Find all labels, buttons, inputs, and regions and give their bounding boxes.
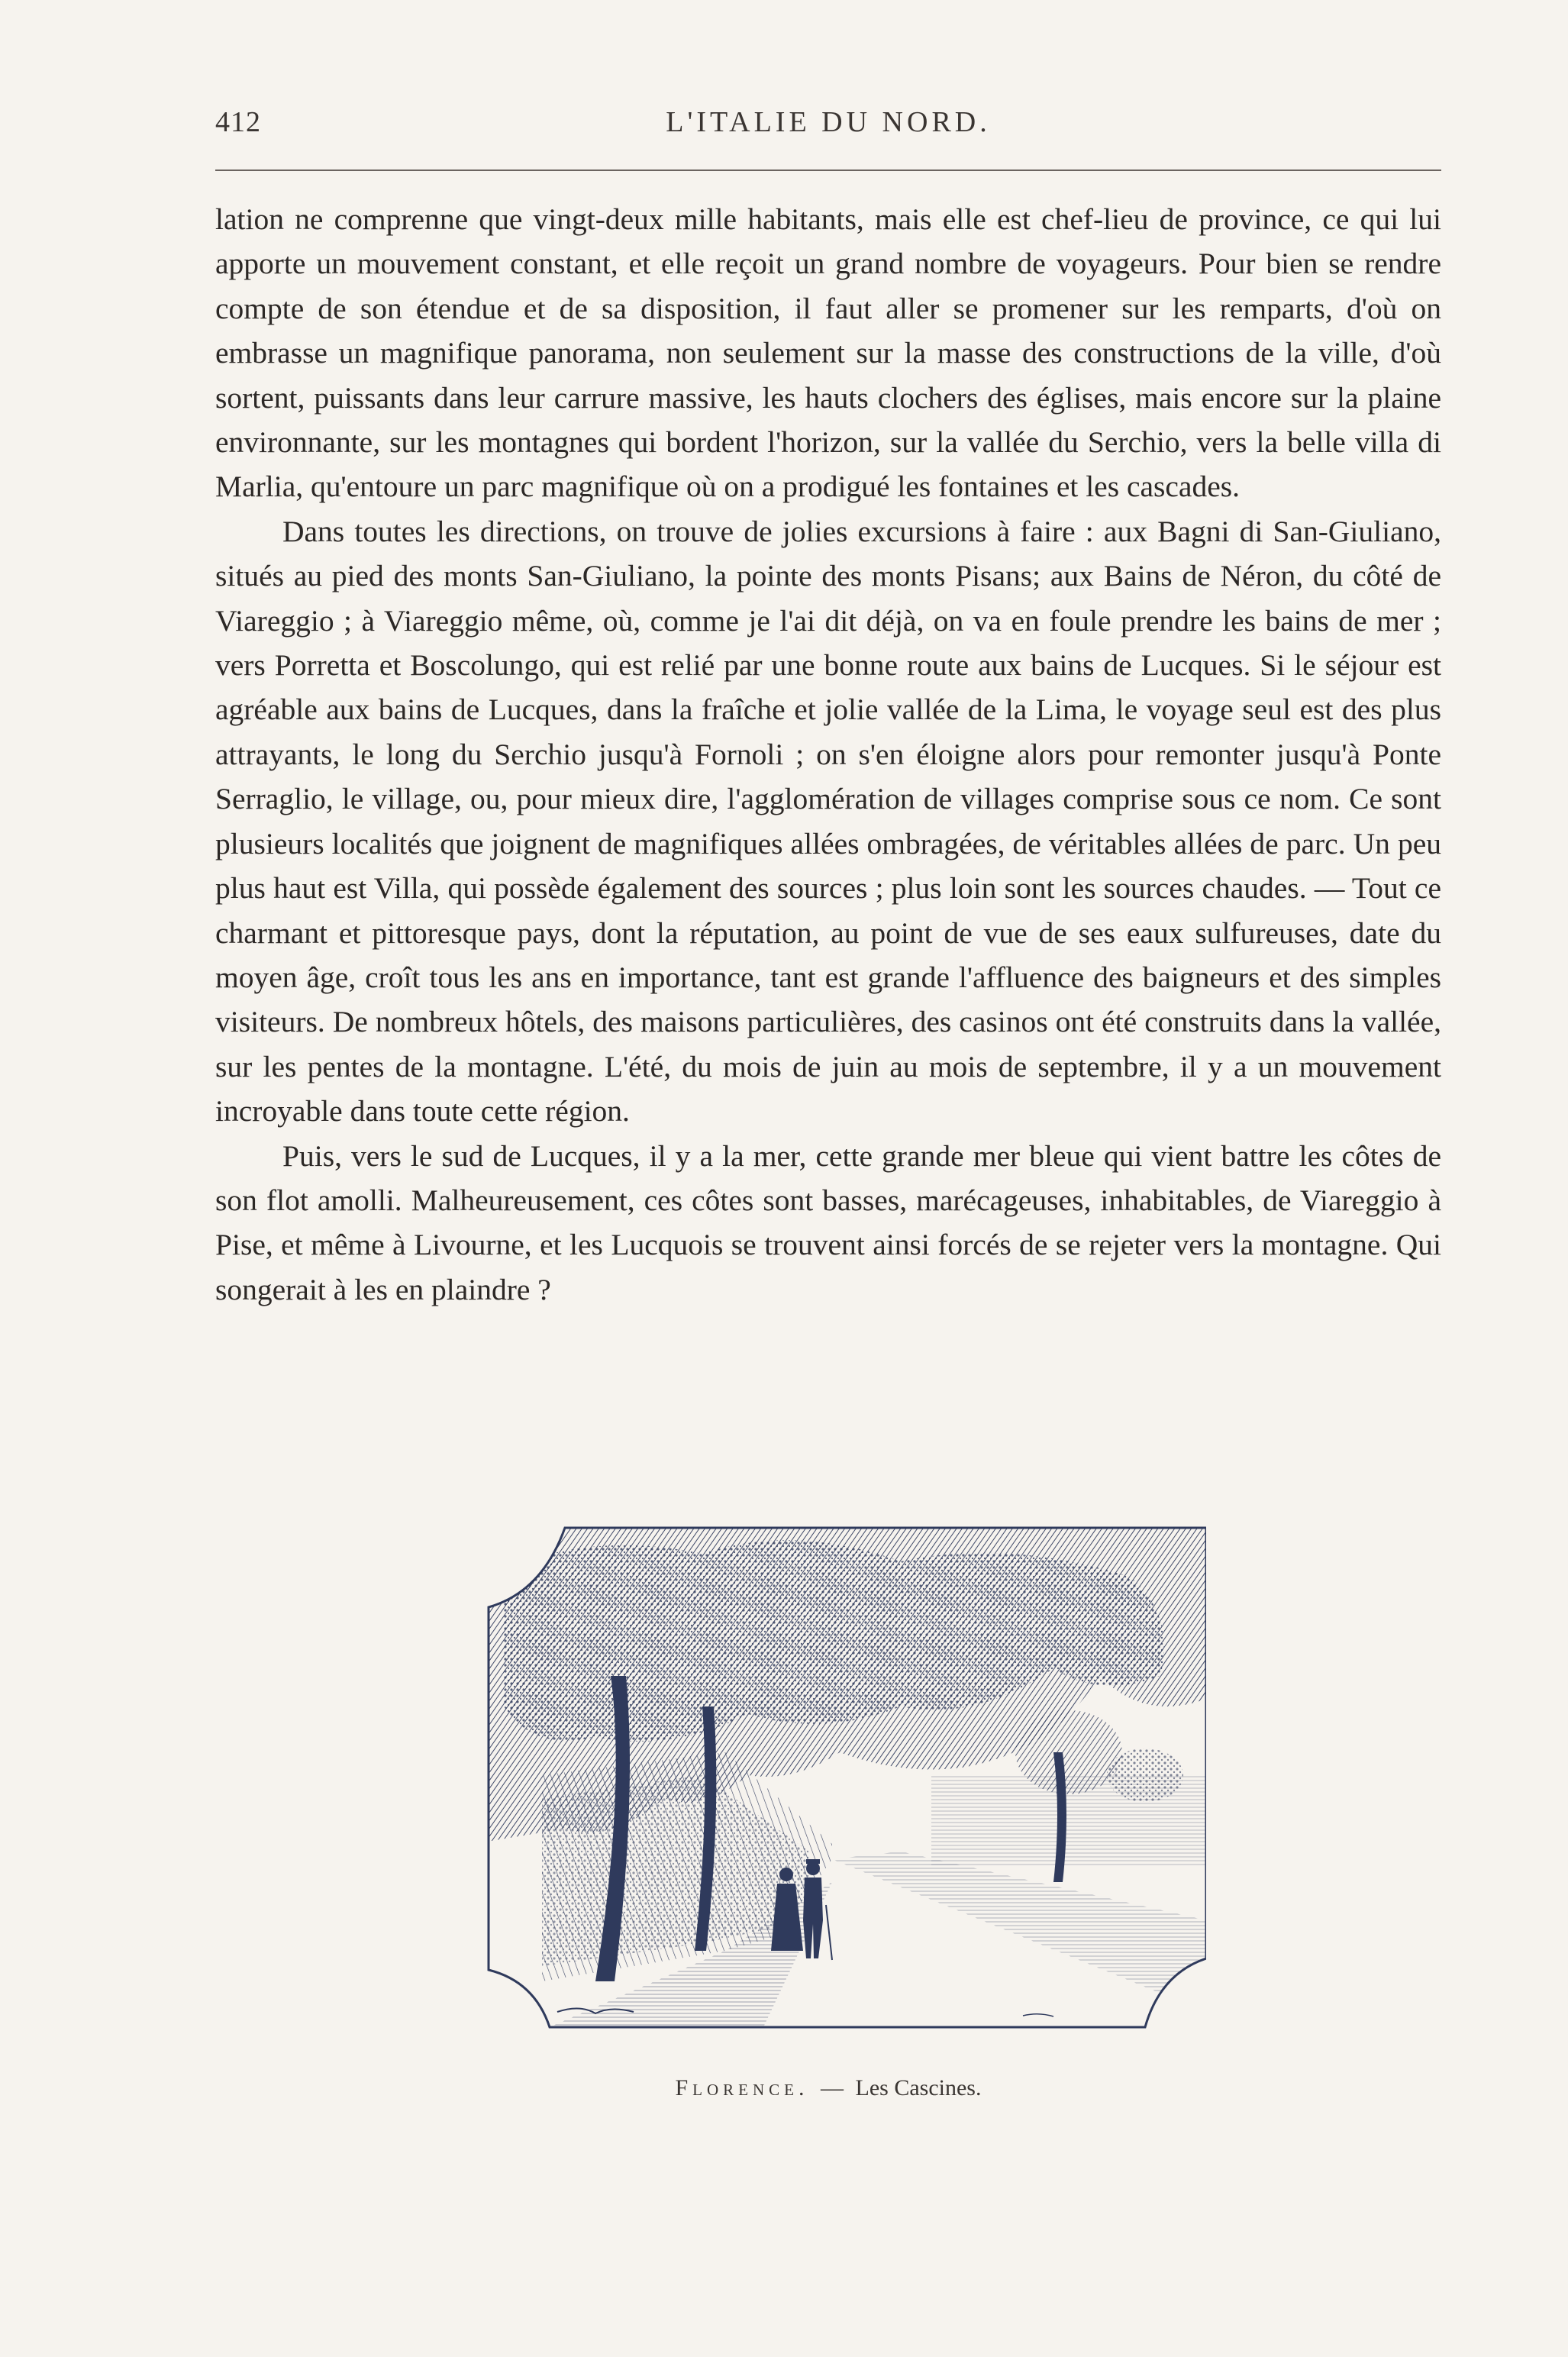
- running-title: L'ITALIE DU NORD.: [666, 106, 991, 138]
- paragraph-2: Dans toutes les directions, on trouve de jolies excursions à faire : aux Bagni di San-Giuliano, situés au pied des monts San-Giuliano, la pointe des monts Pisans; aux Bains de Néron, du côté de Viareggio ; à Viareggio même, où, comme je l'ai dit déjà, on va en foule prendre les bains de mer ; vers Porretta et Boscolungo, qui est relié par une bonne route aux bains de Lucques. Si le séjour est agréable aux bains de Lucques, dans la fraîche et jolie vallée de la Lima, le voyage seul est des plus attrayants, le long du Serchio jusqu'à Fornoli ; on s'en éloigne alors pour remonter jusqu'à Ponte Serraglio, le village, ou, pour mieux dire, l'agglomération de villages comprise sous ce nom. Ce sont plusieurs localités que joignent de magnifiques allées ombragées, de véritables allées de parc. Un peu plus haut est Villa, qui possède également des sources ; plus loin sont les sources chaudes. — Tout ce charmant et pittoresque pays, dont la réputation, au point de vue de ses eaux sulfureuses, date du moyen âge, croît tous les ans en importance, tant est grande l'affluence des baigneurs et des simples visiteurs. De nombreux hôtels, des maisons particulières, des casinos ont été construits dans la vallée, sur les pentes de la montagne. L'été, du mois de juin au mois de septembre, il y a un mouvement incroyable dans toute cette région.: [215, 514, 1441, 1128]
- engraving-illustration: [473, 1523, 1206, 2058]
- figure-caption: [215, 2075, 1441, 2101]
- engraving-scene: [473, 1523, 1206, 2058]
- caption-place: Florence.: [675, 2075, 809, 2100]
- paragraph-3: Puis, vers le sud de Lucques, il y a la mer, cette grande mer bleue qui vient battre les côtes de son flot amolli. Malheureusement, ces côtes sont basses, marécageuses, inhabitables, de Viareggio à Pise, et même à Livourne, et les Lucquois se trouvent ainsi forcés de se rejeter vers la montagne. Qui songerait à les en plaindre ?: [215, 1138, 1441, 1306]
- paragraph-1: lation ne comprenne que vingt-deux mille habitants, mais elle est chef-lieu de province, ce qui lui apporte un mouvement constant, et elle reçoit un grand nombre de voyageurs. Pour bien se rendre compte de son étendue et de sa disposition, il faut aller se promener sur les remparts, d'où on embrasse un magnifique panorama, non seulement sur la masse des constructions de la ville, d'où sortent, puissants dans leur carrure massive, les hauts clochers des églises, mais encore sur la plaine environnante, sur les montagnes qui bordent l'horizon, sur la vallée du Serchio, vers la belle villa di Marlia, qu'entoure un parc magnifique où on a prodigué les fontaines et les cascades.: [215, 202, 1441, 504]
- running-head: [215, 105, 1441, 151]
- body-text: [215, 197, 1441, 1312]
- engraving-figure: [473, 1523, 1206, 2058]
- caption-dash: —: [821, 2075, 844, 2100]
- page-number: 412: [215, 106, 261, 138]
- header-rule: [215, 170, 1441, 171]
- caption-title: Les Cascines.: [855, 2075, 982, 2100]
